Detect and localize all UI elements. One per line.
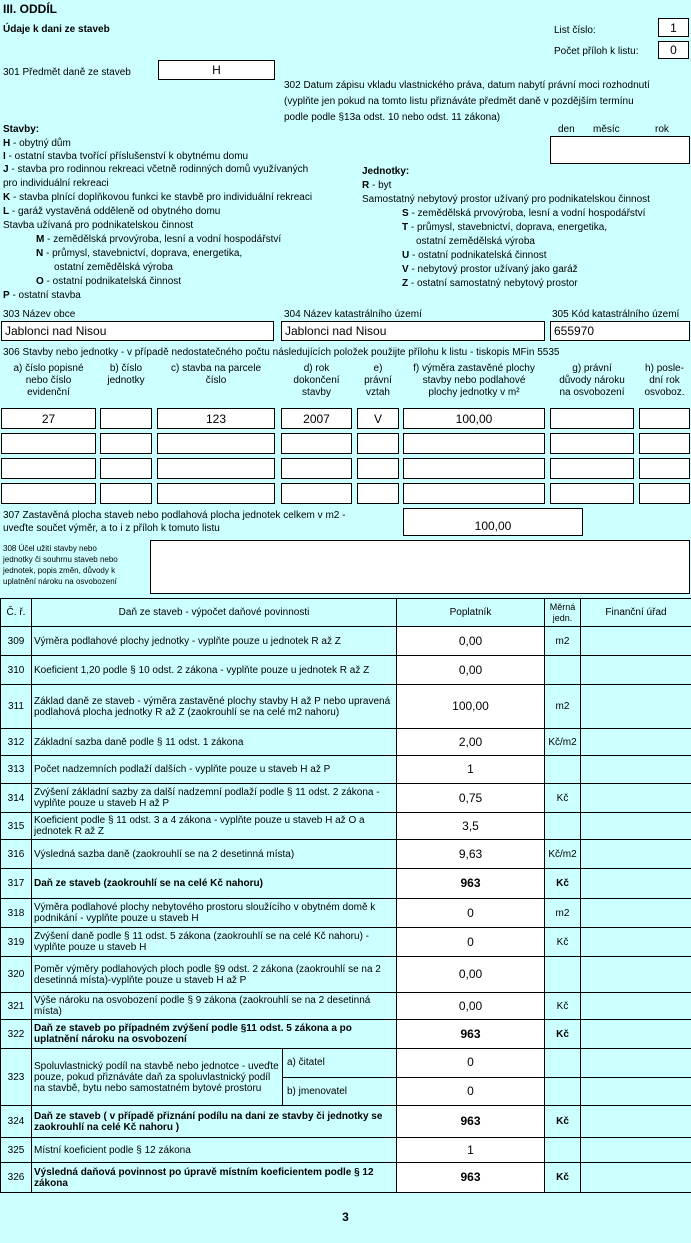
calc-row-number: 309	[1, 627, 32, 656]
f306-header-d-line: dokončení	[293, 375, 340, 386]
calc-row-description: Základní sazba daně podle § 11 odst. 1 zákona	[32, 729, 397, 756]
calc-header-row	[1, 599, 691, 627]
f306-cell-g[interactable]	[550, 483, 634, 504]
calc-row	[1, 899, 691, 928]
f306-cell-a[interactable]	[1, 433, 96, 454]
f307-line-2: uveďte součet výměr, a to i z příloh k tomuto listu	[3, 523, 220, 534]
jednotky-code: R	[362, 180, 370, 191]
calc-row-number: 326	[1, 1163, 32, 1193]
f306-cell-f[interactable]	[403, 433, 545, 454]
calc-row-number: 314	[1, 784, 32, 813]
f306-header-f-line: plochy jednotky v m²	[428, 387, 520, 398]
f306-cell-h[interactable]	[639, 483, 690, 504]
calc-row	[1, 813, 691, 840]
stavby-text: - stavba pro rodinnou rekreaci včetně rodinných domů využívaných	[8, 164, 309, 175]
jednotky-title: Jednotky:	[362, 166, 410, 177]
stavby-text: ostatní zemědělská výroba	[54, 262, 173, 273]
calc-row-unit: Kč	[545, 928, 581, 957]
f306-cell-c[interactable]	[157, 433, 275, 454]
f306-header-e	[357, 363, 399, 399]
stavby-text: - průmysl, stavebnictví, doprava, energetika,	[43, 248, 243, 259]
calc-row-323a	[1, 1049, 691, 1078]
stavby-line	[36, 276, 181, 287]
stavby-text: - ostatní stavba tvořící příslušenství k obytnému domu	[5, 151, 249, 162]
calc-row-fu-field[interactable]	[581, 656, 691, 685]
calc-row-fu-field[interactable]	[581, 899, 691, 928]
calc-row-number: 315	[1, 813, 32, 840]
f304-field[interactable]: Jablonci nad Nisou	[281, 321, 545, 341]
calc-row-number: 325	[1, 1138, 32, 1163]
calc-row-323-description	[32, 1049, 397, 1106]
f306-cell-g[interactable]	[550, 408, 634, 429]
calc-row-number: 313	[1, 756, 32, 784]
f306-header-b	[100, 363, 152, 387]
f302-rok-label: rok	[655, 124, 669, 135]
f306-header-e-line: e)	[373, 363, 383, 374]
stavby-text: pro individuální rekreaci	[3, 178, 109, 189]
calc-row-unit: Kč	[545, 1020, 581, 1049]
row323-b-unit	[545, 1077, 581, 1106]
calc-row	[1, 627, 691, 656]
calc-row-number: 319	[1, 928, 32, 957]
row323-a-label: a) čitatel	[283, 1049, 396, 1078]
f306-cell-d[interactable]	[281, 458, 352, 479]
calc-row-number: 320	[1, 957, 32, 993]
row323-a-unit	[545, 1049, 581, 1078]
f306-header-g-line: na osvobození	[559, 387, 625, 398]
calc-row-fu-field[interactable]	[581, 1020, 691, 1049]
stavby-code: J	[3, 164, 9, 175]
stavby-code: O	[36, 276, 44, 287]
stavby-line	[3, 164, 308, 175]
f306-cell-a[interactable]	[1, 483, 96, 504]
f306-cell-b[interactable]	[100, 433, 152, 454]
calc-row-fu-field[interactable]	[581, 627, 691, 656]
calc-row-description: Výsledná daňová povinnost po úpravě místním koeficientem podle § 12 zákona	[32, 1163, 397, 1193]
f306-header-c-line: c) stavba na parcele	[170, 363, 262, 374]
f306-cell-f[interactable]: 100,00	[403, 408, 545, 429]
f306-cell-e[interactable]	[357, 483, 399, 504]
calc-row-value[interactable]: 0,00	[397, 627, 545, 656]
f306-header-h-line: dní rok	[649, 375, 680, 386]
f302-date-field[interactable]	[550, 136, 690, 164]
jednotky-code: V	[402, 264, 409, 275]
jednotky-text: - zemědělská prvovýroba, lesní a vodní hospodářství	[408, 208, 646, 219]
f306-cell-b[interactable]	[100, 458, 152, 479]
stavby-line	[3, 220, 193, 231]
f303-field[interactable]: Jablonci nad Nisou	[1, 321, 274, 341]
list-cislo-field[interactable]: 1	[658, 18, 689, 37]
f306-cell-d[interactable]	[281, 433, 352, 454]
calc-row	[1, 957, 691, 993]
calc-row	[1, 1138, 691, 1163]
calc-row	[1, 928, 691, 957]
stavby-code: N	[36, 248, 44, 259]
calc-row	[1, 1106, 691, 1138]
calc-row-value[interactable]: 0	[397, 899, 545, 928]
stavby-title: Stavby:	[3, 124, 40, 135]
calc-row-description: Daň ze staveb ( v případě přiznání podílu na dani ze stavby či jednotky se zaokrouhlí na celé Kč nahoru )	[32, 1106, 397, 1138]
calc-row-value[interactable]: 1	[397, 1138, 545, 1163]
f308-field[interactable]	[150, 540, 690, 594]
calc-row-unit: Kč	[545, 784, 581, 813]
f306-cell-a[interactable]	[1, 458, 96, 479]
f306-cell-g[interactable]	[550, 433, 634, 454]
jednotky-code: U	[402, 250, 410, 261]
calc-row-value[interactable]: 0,00	[397, 656, 545, 685]
stavby-code: M	[36, 234, 45, 245]
calc-row-unit	[545, 957, 581, 993]
calc-row-fu-field[interactable]	[581, 993, 691, 1020]
calc-row-value[interactable]: 3,5	[397, 813, 545, 840]
calc-row-fu-field[interactable]	[581, 928, 691, 957]
stavby-line	[36, 234, 281, 245]
stavby-line	[3, 138, 71, 149]
calc-row	[1, 656, 691, 685]
calc-row-description: Daň ze staveb po případném zvýšení podle §11 odst. 5 zákona a po uplatnění nároku na osvobození	[32, 1020, 397, 1049]
calc-row-value[interactable]: 100,00	[397, 685, 545, 729]
row323-b-label: b) jmenovatel	[287, 1085, 348, 1097]
pocet-priloh-label: Počet příloh k listu:	[554, 46, 639, 57]
calc-row-number: 324	[1, 1106, 32, 1138]
jednotky-text: ostatní zemědělská výroba	[416, 236, 535, 247]
calc-row-value[interactable]: 9,63	[397, 840, 545, 869]
pocet-priloh-field[interactable]: 0	[658, 41, 689, 59]
calc-row-fu-field[interactable]	[581, 840, 691, 869]
stavby-line	[3, 206, 220, 217]
f302-mesic-label: měsíc	[593, 124, 620, 135]
f306-cell-e[interactable]	[357, 458, 399, 479]
f305-field[interactable]: 655970	[550, 321, 690, 341]
row323-wrap	[32, 1049, 396, 1105]
f306-header-g-line: g) právní	[572, 363, 612, 374]
stavby-text: - ostatní podnikatelská činnost	[43, 276, 182, 287]
calc-row-number: 310	[1, 656, 32, 685]
jednotky-code: S	[402, 208, 409, 219]
f306-header-h	[639, 363, 690, 399]
calc-row	[1, 685, 691, 729]
f305-label: 305 Kód katastrálního území	[552, 309, 680, 320]
f306-header-a-line: a) číslo popisné	[13, 363, 84, 374]
f306-header-a-line: evidenční	[27, 387, 70, 398]
f306-header-g	[550, 363, 634, 399]
stavby-line	[3, 290, 81, 301]
subtitle: Údaje k dani ze staveb	[3, 24, 110, 35]
f306-cell-g[interactable]	[550, 458, 634, 479]
f306-cell-f[interactable]	[403, 483, 545, 504]
stavby-line	[3, 178, 109, 189]
row323-a-value[interactable]: 0	[397, 1049, 545, 1078]
jednotky-line	[402, 278, 578, 289]
jednotky-text: - průmysl, stavebnictví, doprava, energetika,	[408, 222, 608, 233]
stavby-code: I	[3, 151, 6, 162]
calc-row-fu-field[interactable]	[581, 756, 691, 784]
f306-cell-d[interactable]: 2007	[281, 408, 352, 429]
calc-header-desc: Daň ze staveb - výpočet daňové povinnosti	[32, 599, 397, 627]
jednotky-text: - nebytový prostor užívaný jako garáž	[408, 264, 578, 275]
stavby-line	[36, 248, 242, 259]
jednotky-text: Samostatný nebytový prostor užívaný pro podnikatelskou činnost	[362, 194, 650, 205]
calc-row-fu-field[interactable]	[581, 784, 691, 813]
stavby-line	[54, 262, 173, 273]
calc-row-number: 321	[1, 993, 32, 1020]
calc-row-fu-field[interactable]	[581, 1163, 691, 1193]
f306-header-b-line: b) číslo	[109, 363, 143, 374]
jednotky-line	[402, 222, 607, 233]
f306-header-e-line: vztah	[366, 387, 390, 398]
jednotky-code: Z	[402, 278, 409, 289]
f306-header-f-line: f) výměra zastavěné plochy	[413, 363, 535, 374]
calc-row-description: Daň ze staveb (zaokrouhlí se na celé Kč nahoru)	[32, 869, 397, 899]
calc-row-unit: m2	[545, 685, 581, 729]
f301-label: 301 Předmět daně ze staveb	[3, 67, 131, 78]
calc-row	[1, 784, 691, 813]
calc-row-description: Základ daně ze staveb - výměra zastavěné plochy stavby H až P nebo upravená podlahová plocha jednotky R až Z (zaokrouhlí se na celé m2 nahoru)	[32, 685, 397, 729]
calc-row-value[interactable]: 2,00	[397, 729, 545, 756]
calc-header-cr: Č. ř.	[1, 599, 32, 627]
f306-cell-e[interactable]	[357, 433, 399, 454]
f306-header-h-line: osvoboz.	[644, 387, 685, 398]
jednotky-line	[402, 264, 578, 275]
calc-row-description: Zvýšení základní sazby za další nadzemní podlaží podle § 11 odst. 2 zákona - vyplňte pouze u staveb H až P	[32, 784, 397, 813]
calc-row-value[interactable]: 963	[397, 1163, 545, 1193]
calc-row-unit	[545, 656, 581, 685]
f306-header-c	[157, 363, 275, 387]
calc-row-unit	[545, 1138, 581, 1163]
calc-row-number: 322	[1, 1020, 32, 1049]
calc-row-unit: Kč/m2	[545, 729, 581, 756]
jednotky-text: - byt	[369, 180, 392, 191]
calc-row-unit: m2	[545, 627, 581, 656]
f306-header-d	[281, 363, 352, 399]
calc-row-value[interactable]: 963	[397, 1106, 545, 1138]
calc-row	[1, 840, 691, 869]
calc-row-description: Koeficient podle § 11 odst. 3 a 4 zákona - vyplňte pouze u staveb H až O a jednotek R až Z	[32, 813, 397, 840]
f306-cell-f[interactable]	[403, 458, 545, 479]
calc-row-value[interactable]: 0	[397, 928, 545, 957]
calc-row-fu-field[interactable]	[581, 729, 691, 756]
f306-header-f-line: stavby nebo podlahové	[422, 375, 526, 386]
f302-line-1: 302 Datum zápisu vkladu vlastnického práva, datum nabytí právní moci rozhodnutí	[284, 80, 650, 91]
calc-row-number: 312	[1, 729, 32, 756]
f304-label: 304 Název katastrálního území	[284, 309, 422, 320]
calc-row-unit: Kč	[545, 1106, 581, 1138]
calc-row	[1, 869, 691, 899]
calc-row-unit	[545, 813, 581, 840]
f306-cell-c[interactable]: 123	[157, 408, 275, 429]
calc-header-unit: Měrná jedn.	[545, 599, 581, 627]
f301-field[interactable]: H	[158, 60, 275, 80]
calc-row	[1, 1020, 691, 1049]
calc-row-description: Poměr výměry podlahových ploch podle §9 odst. 2 zákona (zaokrouhlí se na 2 desetinná místa)-vyplňte pouze u staveb H až P	[32, 957, 397, 993]
calc-row-value[interactable]: 963	[397, 869, 545, 899]
f306-cell-a[interactable]: 27	[1, 408, 96, 429]
calc-row-fu-field[interactable]	[581, 957, 691, 993]
f306-header-a-line: nebo číslo	[25, 375, 72, 386]
stavby-line	[3, 151, 248, 162]
f306-header-a	[1, 363, 96, 399]
f306-header-e-line: právní	[364, 375, 392, 386]
f307-field[interactable]: 100,00	[403, 508, 583, 536]
calculation-table	[0, 598, 691, 1193]
calc-row-description: Zvýšení daně podle § 11 odst. 5 zákona (zaokrouhlí se na celé Kč nahoru) - vyplňte pouze u staveb H	[32, 928, 397, 957]
calc-row-number: 311	[1, 685, 32, 729]
f302-den-label: den	[558, 124, 575, 135]
stavby-text: - stavba plnící doplňkovou funkci ke stavbě pro individuální rekreaci	[10, 192, 313, 203]
stavby-code: H	[3, 138, 11, 149]
jednotky-line	[402, 250, 547, 261]
f308-line-4: uplatnění nároku na osvobození	[3, 577, 117, 586]
f306-header-g-line: důvody nároku	[559, 375, 625, 386]
f302-line-3: podle podle §13a odst. 10 nebo odst. 11 zákona)	[284, 112, 501, 123]
jednotky-line	[362, 194, 650, 205]
calc-header-fu: Finanční úřad	[581, 599, 691, 627]
f306-cell-b[interactable]	[100, 408, 152, 429]
row323-labels	[283, 1049, 396, 1105]
f306-cell-h[interactable]	[639, 433, 690, 454]
f306-cell-h[interactable]	[639, 458, 690, 479]
calc-row-number: 316	[1, 840, 32, 869]
jednotky-line	[402, 208, 645, 219]
f306-cell-h[interactable]	[639, 408, 690, 429]
page-number: 3	[342, 1210, 349, 1224]
jednotky-text: - ostatní samostatný nebytový prostor	[408, 278, 578, 289]
jednotky-text: - ostatní podnikatelská činnost	[409, 250, 547, 261]
calc-row-unit: Kč/m2	[545, 840, 581, 869]
stavby-text: Stavba užívaná pro podnikatelskou činnost	[3, 220, 194, 231]
f306-cell-b[interactable]	[100, 483, 152, 504]
row323-b-fu-field[interactable]	[581, 1077, 691, 1106]
calc-row-description: Výměra podlahové plochy jednotky - vyplňte pouze u jednotek R až Z	[32, 627, 397, 656]
calc-row	[1, 993, 691, 1020]
row323-b-value[interactable]: 0	[397, 1077, 545, 1106]
f308-line-2: jednotky či souhrnu staveb nebo	[3, 555, 118, 564]
calc-row-number: 317	[1, 869, 32, 899]
f306-header-d-line: d) rok	[303, 363, 330, 374]
calc-row-value[interactable]: 0,00	[397, 957, 545, 993]
calc-row	[1, 729, 691, 756]
jednotky-line	[362, 180, 391, 191]
f306-header-d-line: stavby	[302, 387, 331, 398]
f306-header-h-line: h) posle-	[645, 363, 684, 374]
calc-row-value[interactable]: 0,75	[397, 784, 545, 813]
calc-row-value[interactable]: 963	[397, 1020, 545, 1049]
calc-row-fu-field[interactable]	[581, 813, 691, 840]
f306-label: 306 Stavby nebo jednotky - v případě nedostatečného počtu následujících položek použijte přílohu k listu - tiskopis MFin 5535	[3, 347, 560, 358]
calc-row-unit: Kč	[545, 993, 581, 1020]
stavby-text: - garáž vystavěná odděleně od obytného domu	[9, 206, 221, 217]
calc-row-description: Výměra podlahové plochy nebytového prostoru sloužícího v obytném domě k podnikání - vyplňte pouze u staveb H	[32, 899, 397, 928]
calc-row-unit	[545, 756, 581, 784]
f306-header-f	[403, 363, 545, 399]
jednotky-code: T	[402, 222, 409, 233]
calc-row-fu-field[interactable]	[581, 1106, 691, 1138]
calc-row-fu-field[interactable]	[581, 685, 691, 729]
f302-line-2: (vyplňte jen pokud na tomto listu přiznáváte předmět daně v pozdějším termínu	[284, 96, 634, 107]
f306-header-b-line: jednotky	[107, 375, 145, 386]
stavby-code: L	[3, 206, 10, 217]
jednotky-line	[416, 236, 535, 247]
calc-row	[1, 756, 691, 784]
calc-row-fu-field[interactable]	[581, 1138, 691, 1163]
calc-row	[1, 1163, 691, 1193]
calc-row-description: Počet nadzemních podlaží dalších - vyplňte pouze u staveb H až P	[32, 756, 397, 784]
calc-row-unit: Kč	[545, 1163, 581, 1193]
calc-row-value[interactable]: 0,00	[397, 993, 545, 1020]
stavby-text: - ostatní stavba	[9, 290, 81, 301]
calc-row-description: Místní koeficient podle § 12 zákona	[32, 1138, 397, 1163]
f306-header-c-line: číslo	[205, 375, 227, 386]
stavby-code: K	[3, 192, 11, 203]
calc-row-number: 318	[1, 899, 32, 928]
f308-line-3: jednotek, popis změn, důvody k	[3, 566, 116, 575]
stavby-text: - zemědělská prvovýroba, lesní a vodní hospodářství	[44, 234, 282, 245]
stavby-text: - obytný dům	[10, 138, 71, 149]
list-cislo-label: List číslo:	[554, 25, 596, 36]
f307-line-1: 307 Zastavěná plocha staveb nebo podlahová plocha jednotek celkem v m2 -	[3, 510, 346, 521]
f306-cell-c[interactable]	[157, 458, 275, 479]
calc-row-description: Koeficient 1,20 podle § 10 odst. 2 zákona - vyplňte pouze u jednotek R až Z	[32, 656, 397, 685]
f306-cell-d[interactable]	[281, 483, 352, 504]
calc-row-number: 323	[1, 1049, 32, 1106]
calc-header-poplatnik: Poplatník	[397, 599, 545, 627]
row323-a-fu-field[interactable]	[581, 1049, 691, 1078]
stavby-code: P	[3, 290, 10, 301]
calc-row-unit: m2	[545, 899, 581, 928]
section-title: III. ODDÍL	[3, 2, 57, 16]
stavby-line	[3, 192, 312, 203]
calc-row-fu-field[interactable]	[581, 869, 691, 899]
calc-row-value[interactable]: 1	[397, 756, 545, 784]
f306-cell-e[interactable]: V	[357, 408, 399, 429]
calc-row-description: Výše nároku na osvobození podle § 9 zákona (zaokrouhlí se na 2 desetinná místa)	[32, 993, 397, 1020]
f306-cell-c[interactable]	[157, 483, 275, 504]
f308-line-1: 308 Účel užití stavby nebo	[3, 544, 97, 553]
f303-label: 303 Název obce	[3, 309, 76, 320]
calc-row-unit: Kč	[545, 869, 581, 899]
row323-text: Spoluvlastnický podíl na stavbě nebo jednotce - uveďte pouze, pokud přiznáváte daň za spoluvlastnický podíl na stavbě, bytu nebo samostatném bytové prostoru	[32, 1049, 283, 1105]
calc-row-description: Výsledná sazba daně (zaokrouhlí se na 2 desetinná místa)	[32, 840, 397, 869]
